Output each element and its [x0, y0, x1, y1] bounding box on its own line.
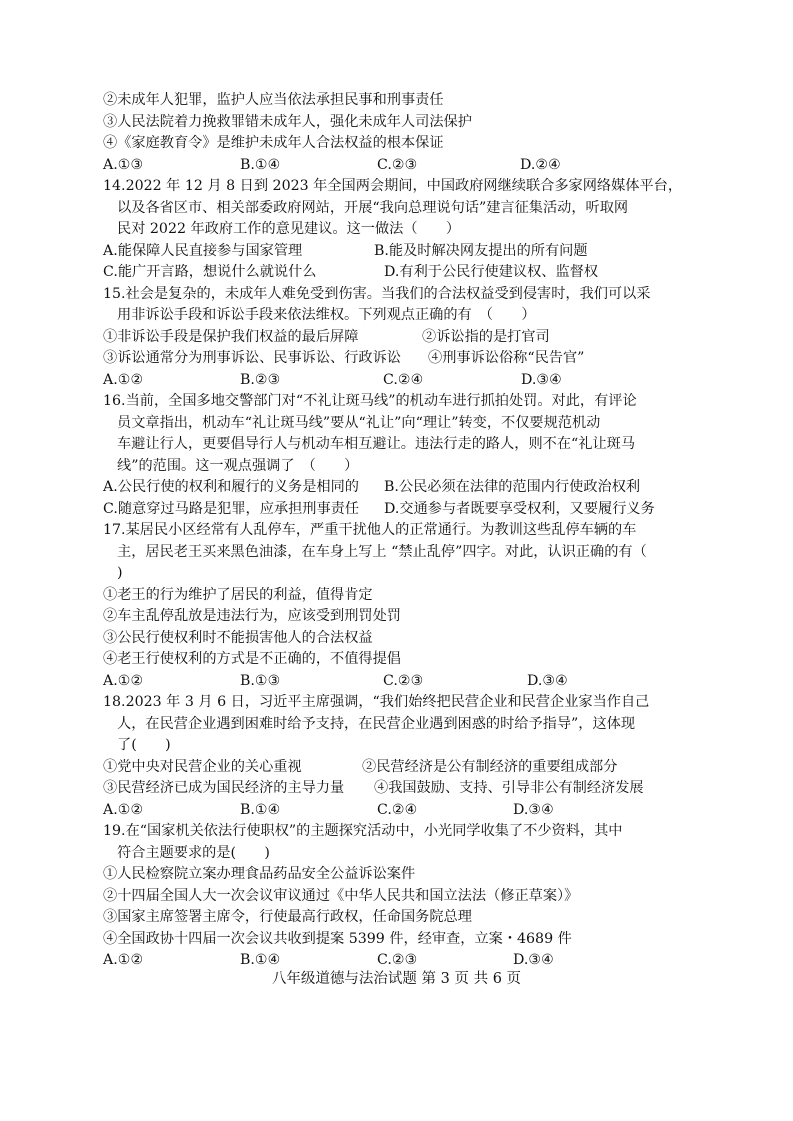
option-d: D.交通参与者既要享受权利，又要履行义务 [384, 500, 655, 517]
q18-options [103, 800, 703, 822]
option-a: A.①③ [103, 156, 144, 173]
q18-stem-1: 18.2023 年 3 月 6 日，习近平主席强调，“我们始终把民营企业和民营企业家当作自己 [103, 694, 650, 710]
q18-statement-2: ②民营经济是公有制经济的重要组成部分 [362, 758, 618, 775]
option-d: D.有利于公民行使建议权、监督权 [384, 264, 599, 280]
q16-stem-4: 线”的范围。这一观点强调了 （ ） [117, 457, 359, 474]
option-a: A.公民行使的权利和履行的义务是相同的 [103, 479, 359, 495]
option-b: B.公民必须在法律的范围内行使政治权利 [384, 479, 641, 495]
q16-options-ab [103, 477, 703, 499]
q13-statement-3: ③人民法院着力挽救罪错未成年人，强化未成年人司法保护 [103, 113, 472, 130]
option-c: C.能广开言路，想说什么就说什么 [103, 264, 317, 280]
q19-statement-2: ②十四届全国人大一次会议审议通过《中华人民共和国立法法（修正草案）》 [103, 887, 579, 904]
option-b: B.①③ [240, 672, 281, 689]
q16-options-cd [103, 499, 703, 521]
q17-statement-3: ③公民行使权利时不能损害他人的合法权益 [103, 629, 373, 646]
q17-statement-4: ④老王行使权利的方式是不正确的，不值得提倡 [103, 651, 401, 667]
q14-options-cd [103, 262, 703, 284]
option-c: C.随意穿过马路是犯罪，应承担刑事责任 [103, 500, 360, 517]
option-b: B.②③ [240, 371, 281, 388]
option-b: B.能及时解决网友提出的所有问题 [374, 242, 588, 259]
q18-statement-3: ③民营经济已成为国民经济的主导力量 [103, 780, 345, 796]
option-d: D.③④ [527, 672, 568, 689]
q15-options [103, 370, 703, 392]
q16-stem-3: 车避让行人，更要倡导行人与机动车相互避让。违法行走的路人，则不在“礼让斑马 [117, 436, 636, 452]
option-a: A.①② [103, 952, 144, 968]
q13-statement-4: ④《家庭教育令》是维护未成年人合法权益的根本保证 [103, 135, 444, 151]
q15-statement-4: ④刑事诉讼俗称“民告官” [428, 350, 585, 366]
q17-options [103, 671, 703, 693]
q14-stem-2: 以及各省区市、相关部委政府网站，开展“我向总理说句话”建言征集活动，听取网 [117, 199, 629, 216]
option-a: A.①② [103, 801, 144, 818]
q17-statement-2: ②车主乱停乱放是违法行为，应该受到刑罚处罚 [103, 608, 401, 624]
q15-statement-3: ③诉讼通常分为刑事诉讼、民事诉讼、行政诉讼 [103, 350, 401, 366]
option-d: D.③④ [521, 371, 562, 388]
q15-statements-34 [103, 348, 703, 370]
option-b: B.①④ [240, 801, 281, 818]
q15-statement-2: ②诉讼指的是打官司 [422, 328, 550, 345]
q19-stem-2: 符合主题要求的是( ) [117, 844, 270, 861]
option-d: D.③④ [513, 801, 554, 818]
q17-stem-1: 17.某居民小区经常有人乱停车，严重干扰他人的正常通行。为教训这些乱停车辆的车 [103, 522, 637, 538]
option-c: C.②④ [377, 801, 418, 818]
option-b: B.①④ [240, 952, 281, 968]
option-a: A.能保障人民直接参与国家管理 [103, 242, 303, 259]
q14-stem-3: 民对 2022 年政府工作的意见建议。这一做法（ ） [117, 221, 461, 237]
q19-statement-1: ①人民检察院立案办理食品药品安全公益诉讼案件 [103, 866, 416, 882]
q18-statements-12 [103, 757, 703, 779]
q19-statement-3: ③国家主席签署主席令，行使最高行政权，任命国务院总理 [103, 909, 472, 925]
q15-statements-12 [103, 327, 703, 349]
q13-statement-2: ②未成年人犯罪，监护人应当依法承担民事和刑事责任 [103, 92, 444, 108]
q17-stem-3: ) [117, 565, 123, 581]
q18-statement-4: ④我国鼓励、支持、引导非公有制经济发展 [374, 780, 644, 796]
q18-stem-2: 人，在民营企业遇到困难时给予支持，在民营企业遇到困惑的时给予指导”，这体现 [117, 715, 636, 732]
option-b: B.①④ [240, 156, 281, 173]
option-c: C.②③ [377, 952, 418, 968]
q18-stem-3: 了( ) [117, 737, 171, 753]
q15-stem-2: 用非诉讼手段和诉讼手段来依法维权。下列观点正确的有 （ ） [117, 307, 536, 323]
q18-statements-34 [103, 778, 703, 800]
q15-statement-1: ①非诉讼手段是保护我们权益的最后屏障 [103, 328, 359, 345]
q17-stem-2: 主，居民老王买来黑色油漆，在车身上写上 “禁止乱停”四字。对此，认识正确的有（ [117, 543, 647, 560]
q16-stem-2: 员文章指出，机动车“礼让斑马线”要从“礼让”向“理让”转变，不仅要规范机动 [117, 414, 601, 431]
option-c: C.②③ [377, 156, 418, 173]
q13-options [103, 155, 703, 177]
exam-page [103, 90, 703, 972]
option-d: D.②④ [520, 156, 561, 173]
option-a: A.①② [103, 672, 144, 689]
option-a: A.①② [103, 371, 144, 388]
q15-stem-1: 15.社会是复杂的，未成年人难免受到伤害。当我们的合法权益受到侵害时，我们可以采 [103, 285, 651, 302]
option-c: C.②④ [383, 371, 424, 388]
q19-stem-1: 19.在“国家机关依法行使职权”的主题探究活动中，小光同学收集了不少资料，其中 [103, 823, 623, 839]
q19-statement-4: ④全国政协十四届一次会议共收到提案 5399 件，经审查，立案・4689 件 [103, 930, 572, 947]
option-c: C.②③ [383, 672, 424, 689]
q16-stem-1: 16.当前，全国多地交警部门对“不礼让斑马线”的机动车进行抓拍处罚。对此，有评论 [103, 393, 637, 409]
q18-statement-1: ①党中央对民营企业的关心重视 [103, 758, 302, 775]
q14-stem-1: 14.2022 年 12 月 8 日到 2023 年全国两会期间，中国政府网继续联合多家网络媒体平台， [103, 178, 683, 194]
q17-statement-1: ①老王的行为维护了居民的利益，值得肯定 [103, 586, 373, 603]
option-d: D.③④ [513, 952, 554, 968]
page-footer: 八年级道德与法治试题 第 3 页 共 6 页 [271, 971, 522, 987]
q14-options-ab [103, 241, 703, 263]
